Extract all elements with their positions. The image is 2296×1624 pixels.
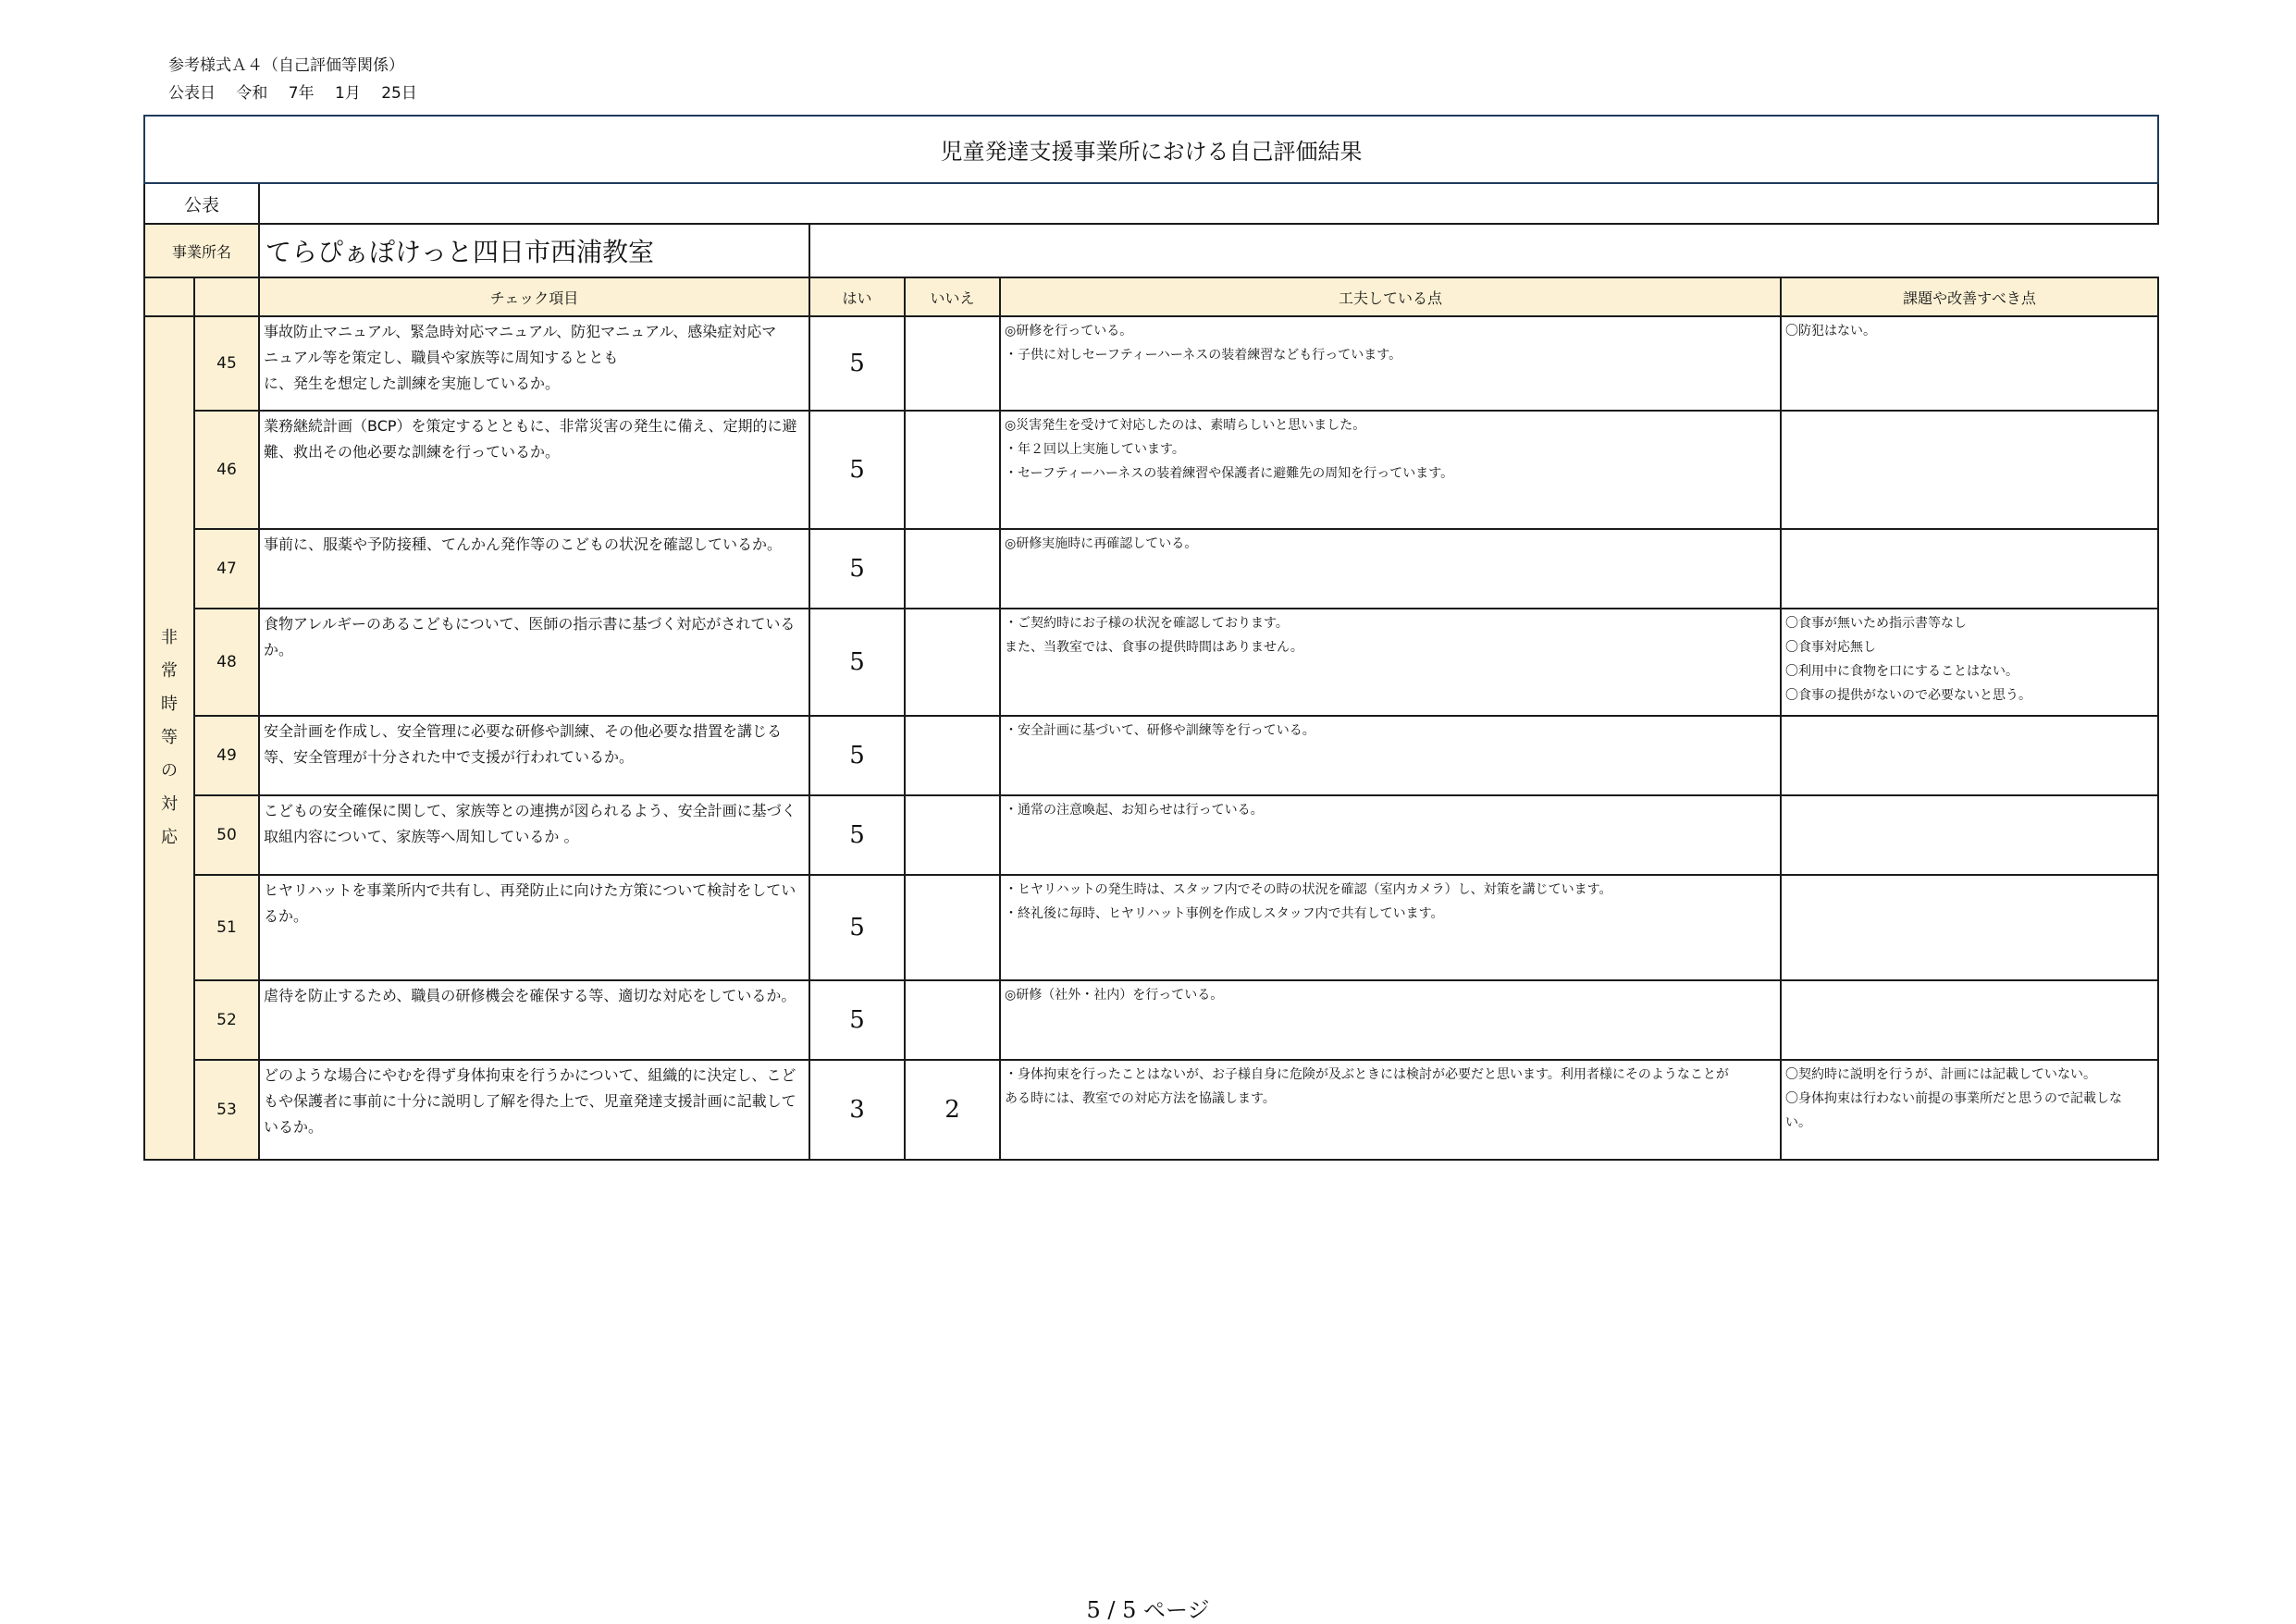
- issues-text: [1781, 875, 2158, 980]
- row-number: 47: [194, 529, 259, 609]
- table-title: 児童発達支援事業所における自己評価結果: [144, 116, 2158, 183]
- text-line: また、当教室では、食事の提供時間はありません。: [1005, 640, 1303, 655]
- efforts-text: [1000, 875, 1781, 980]
- table-row: [144, 875, 2158, 980]
- row-number: 51: [194, 875, 259, 980]
- text-line: 難、救出その他必要な訓練を行っているか。: [264, 443, 561, 461]
- no-count: [905, 609, 1000, 716]
- check-item-text: [259, 316, 809, 411]
- blank-area: [809, 224, 2158, 277]
- text-line: 〇防犯はない。: [1785, 324, 1876, 338]
- issues-text: [1781, 411, 2158, 529]
- text-line: 取組内容について、家族等へ周知しているか 。: [264, 828, 579, 845]
- text-line: どのような場合にやむを得ず身体拘束を行うかについて、組織的に決定し、こど: [264, 1066, 796, 1084]
- text-line: 事故防止マニュアル、緊急時対応マニュアル、防犯マニュアル、感染症対応マ: [264, 323, 777, 340]
- no-header: いいえ: [905, 277, 1000, 316]
- text-line: 〇食事が無いため指示書等なし: [1785, 616, 1967, 631]
- no-count: [905, 529, 1000, 609]
- text-line: ◎研修（社外・社内）を行っている。: [1005, 988, 1224, 1003]
- form-reference: 参考様式Ａ４（自己評価等関係）: [168, 56, 404, 75]
- issues-text: [1781, 1060, 2158, 1160]
- check-item-text: [259, 1060, 809, 1160]
- row-number: 49: [194, 716, 259, 795]
- text-line: ・通常の注意喚起、お知らせは行っている。: [1005, 803, 1264, 818]
- check-item-text: [259, 875, 809, 980]
- efforts-text: [1000, 411, 1781, 529]
- text-line: ・安全計画に基づいて、研修や訓練等を行っている。: [1005, 723, 1315, 738]
- no-count: [905, 316, 1000, 411]
- text-line: 業務継続計画（BCP）を策定するとともに、非常災害の発生に備え、定期的に避: [264, 417, 797, 435]
- text-line: ある時には、教室での対応方法を協議します。: [1005, 1091, 1276, 1106]
- yes-count: 5: [809, 316, 905, 411]
- text-line: ・ヒヤリハットの発生時は、スタッフ内でその時の状況を確認（室内カメラ）し、対策を講じています。: [1005, 882, 1612, 897]
- text-line: ・子供に対しセーフティーハーネスの装着練習なども行っています。: [1005, 348, 1402, 363]
- text-line: 安全計画を作成し、安全管理に必要な研修や訓練、その他必要な措置を講じる: [264, 722, 783, 740]
- table-row: [144, 716, 2158, 795]
- text-line: 事前に、服薬や予防接種、てんかん発作等のこどもの状況を確認しているか。: [264, 535, 783, 553]
- text-line: ヒヤリハットを事業所内で共有し、再発防止に向けた方策について検討をしてい: [264, 881, 796, 899]
- table-row: [144, 1060, 2158, 1160]
- text-line: ・年２回以上実施しています。: [1005, 442, 1185, 457]
- table-body: [144, 116, 2158, 1160]
- yes-count: 3: [809, 1060, 905, 1160]
- check-item-text: [259, 795, 809, 875]
- text-line: 等、安全管理が十分された中で支援が行われているか。: [264, 748, 635, 766]
- text-line: い。: [1785, 1115, 1811, 1130]
- category-char: 時: [161, 695, 178, 714]
- efforts-text: [1000, 609, 1781, 716]
- publish-date: 公表日 令和 7年 1月 25日: [168, 84, 417, 103]
- office-label: 事業所名: [144, 224, 259, 277]
- row-number: 53: [194, 1060, 259, 1160]
- text-line: 〇利用中に食物を口にすることはない。: [1785, 664, 2018, 679]
- text-line: こどもの安全確保に関して、家族等との連携が図られるよう、安全計画に基づく: [264, 802, 796, 819]
- office-name: てらぴぁぽけっと四日市西浦教室: [259, 224, 809, 277]
- efforts-text: [1000, 316, 1781, 411]
- no-count: [905, 875, 1000, 980]
- yes-header: はい: [809, 277, 905, 316]
- text-line: ◎災害発生を受けて対応したのは、素晴らしいと思いました。: [1005, 418, 1366, 433]
- yes-count: 5: [809, 795, 905, 875]
- category-char: 応: [161, 828, 178, 847]
- issues-text: [1781, 609, 2158, 716]
- yes-count: 5: [809, 529, 905, 609]
- check-item-text: [259, 980, 809, 1060]
- table-row: [144, 609, 2158, 716]
- efforts-text: [1000, 795, 1781, 875]
- text-line: 〇食事対応無し: [1785, 640, 1876, 655]
- check-item-text: [259, 609, 809, 716]
- efforts-text: [1000, 1060, 1781, 1160]
- check-item-text: [259, 411, 809, 529]
- issues-header: 課題や改善すべき点: [1781, 277, 2158, 316]
- category-char: 等: [161, 728, 178, 747]
- text-line: るか。: [264, 907, 309, 925]
- text-line: ◎研修を行っている。: [1005, 324, 1133, 338]
- table-row: [144, 980, 2158, 1060]
- issues-text: [1781, 716, 2158, 795]
- no-count: [905, 411, 1000, 529]
- category-char: 非: [161, 628, 178, 647]
- self-evaluation-table: [143, 115, 2159, 1161]
- table-row: [144, 411, 2158, 529]
- text-line: もや保護者に事前に十分に説明し了解を得た上で、児童発達支援計画に記載して: [264, 1092, 796, 1110]
- row-number: 50: [194, 795, 259, 875]
- text-line: 〇食事の提供がないので必要ないと思う。: [1785, 688, 2031, 703]
- row-number: 45: [194, 316, 259, 411]
- category-char: 対: [161, 794, 178, 814]
- issues-text: [1781, 316, 2158, 411]
- row-number: 48: [194, 609, 259, 716]
- text-line: ・終礼後に毎時、ヒヤリハット事例を作成しスタッフ内で共有しています。: [1005, 906, 1444, 921]
- page-number: 5 / 5 ページ: [1086, 1597, 1210, 1623]
- no-count: [905, 795, 1000, 875]
- text-line: 食物アレルギーのあるこどもについて、医師の指示書に基づく対応がされている: [264, 615, 796, 633]
- yes-count: 5: [809, 716, 905, 795]
- text-line: 虐待を防止するため、職員の研修機会を確保する等、適切な対応をしているか。: [264, 987, 796, 1004]
- issues-text: [1781, 980, 2158, 1060]
- text-line: ◎研修実施時に再確認している。: [1005, 536, 1198, 551]
- yes-count: 5: [809, 411, 905, 529]
- row-number: 46: [194, 411, 259, 529]
- check-item-text: [259, 716, 809, 795]
- header-number-blank: [194, 277, 259, 316]
- row-number: 52: [194, 980, 259, 1060]
- text-line: 〇契約時に説明を行うが、計画には記載していない。: [1785, 1067, 2096, 1082]
- category-char: 常: [161, 661, 178, 681]
- yes-count: 5: [809, 875, 905, 980]
- category-emergency-response: [144, 316, 194, 1160]
- text-line: ニュアル等を策定し、職員や家族等に周知するととも: [264, 349, 619, 366]
- text-line: 〇身体拘束は行わない前提の事業所だと思うので記載しな: [1785, 1091, 2122, 1106]
- table-row: [144, 529, 2158, 609]
- no-count: 2: [905, 1060, 1000, 1160]
- issues-text: [1781, 529, 2158, 609]
- text-line: か。: [264, 641, 294, 658]
- category-char: の: [161, 761, 178, 781]
- text-line: に、発生を想定した訓練を実施しているか。: [264, 375, 561, 392]
- efforts-text: [1000, 716, 1781, 795]
- check-item-text: [259, 529, 809, 609]
- check-item-header: チェック項目: [259, 277, 809, 316]
- public-label: 公表: [144, 183, 259, 224]
- table-row: [144, 316, 2158, 411]
- efforts-header: 工夫している点: [1000, 277, 1781, 316]
- header-category-blank: [144, 277, 194, 316]
- no-count: [905, 980, 1000, 1060]
- issues-text: [1781, 795, 2158, 875]
- text-line: ・身体拘束を行ったことはないが、お子様自身に危険が及ぶときには検討が必要だと思います。利用者様にそのようなことが: [1005, 1067, 1729, 1082]
- efforts-text: [1000, 529, 1781, 609]
- yes-count: 5: [809, 980, 905, 1060]
- text-line: いるか。: [264, 1118, 324, 1136]
- table-row: [144, 795, 2158, 875]
- yes-count: 5: [809, 609, 905, 716]
- efforts-text: [1000, 980, 1781, 1060]
- text-line: ・ご契約時にお子様の状況を確認しております。: [1005, 616, 1289, 631]
- public-value: [259, 183, 2158, 224]
- no-count: [905, 716, 1000, 795]
- text-line: ・セーフティーハーネスの装着練習や保護者に避難先の周知を行っています。: [1005, 466, 1454, 481]
